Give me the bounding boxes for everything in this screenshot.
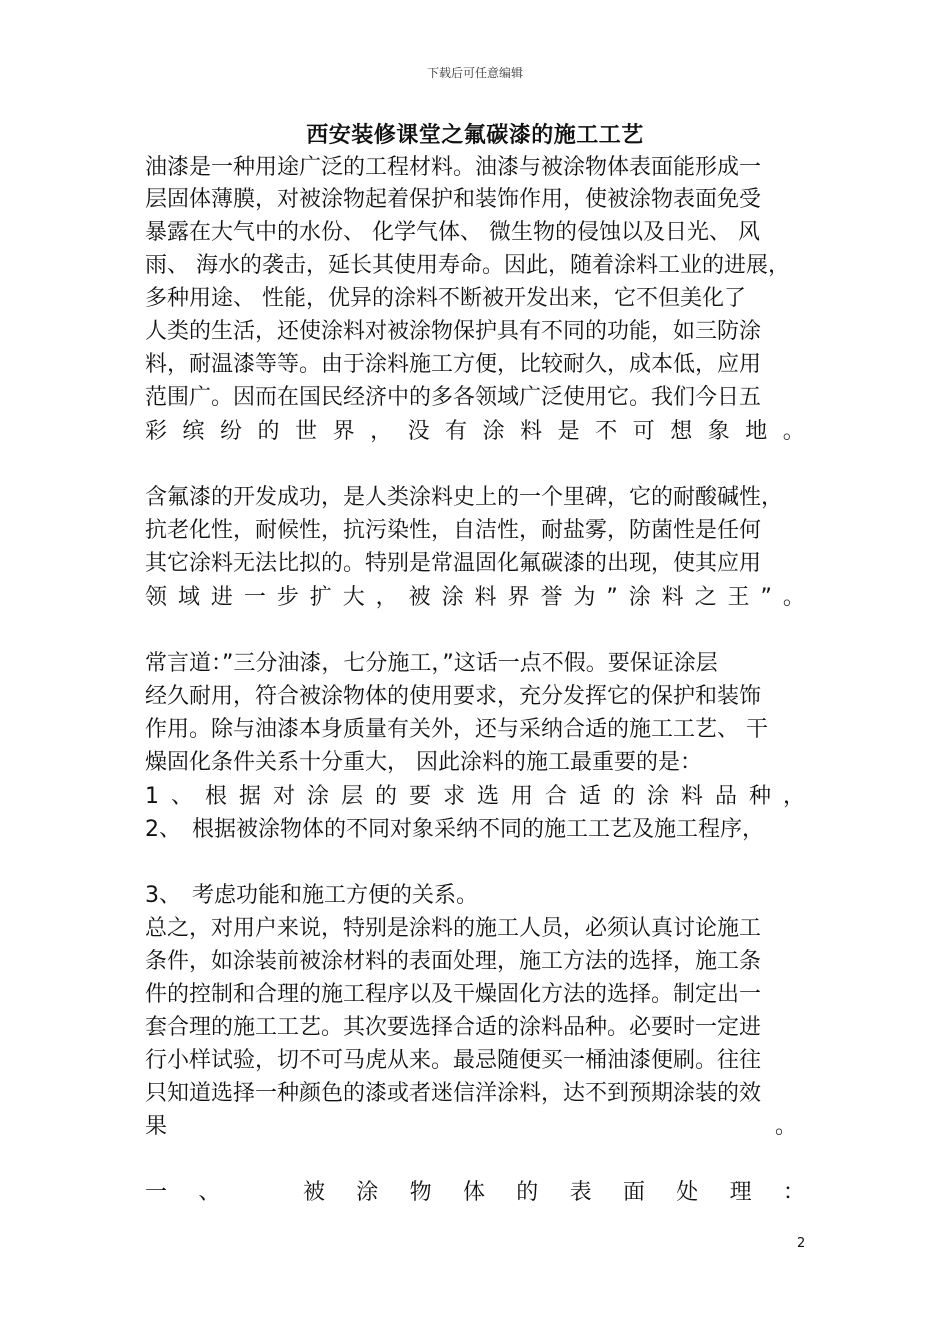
para4-last-line: 果 。: [145, 1114, 797, 1139]
para4-line: 行小样试验，切不可马虎从来。最忌随便买一桶油漆便刷。往往: [145, 1048, 762, 1073]
para4-line: 条件，如涂装前被涂材料的表面处理，施工方法的选择，施工条: [145, 949, 762, 974]
para1-line: 多种用途、 性能，优异的涂料不断被开发出来，它不但美化了: [145, 286, 746, 311]
para4-line: 件的控制和合理的施工程序以及干燥固化方法的选择。制定出一: [145, 982, 762, 1007]
list-item-2: 2、 根据被涂物体的不同对象采纳不同的施工工艺及施工程序，: [145, 817, 764, 842]
para3-line: 作用。除与油漆本身质量有关外，还与采纳合适的施工工艺、 干: [145, 717, 768, 742]
para1-line: 层固体薄膜，对被涂物起着保护和装饰作用，使被涂物表面免受: [145, 187, 762, 212]
para1-line: 人类的生活，还使涂料对被涂物保护具有不同的功能，如三防涂: [145, 319, 762, 344]
document-title: 西安装修课堂之氟碳漆的施工工艺: [306, 123, 644, 148]
para1-line: 雨、 海水的袭击，延长其使用寿命。因此，随着涂料工业的进展，: [145, 253, 790, 278]
para3-line: 燥固化条件关系十分重大， 因此涂料的施工最重要的是：: [145, 750, 702, 775]
para4-line: 套合理的施工工艺。其次要选择合适的涂料品种。必要时一定进: [145, 1015, 762, 1040]
para2-line: 抗老化性，耐候性，抗污染性，自洁性，耐盐雾，防菌性是任何: [145, 518, 762, 543]
para1-last-line: 彩 缤 纷 的 世 界 ， 没 有 涂 料 是 不 可 想 象 地 。: [145, 419, 805, 444]
para4-line: 只知道选择一种颜色的漆或者迷信洋涂料，达不到预期涂装的效: [145, 1081, 762, 1106]
para2-line: 其它涂料无法比拟的。特别是常温固化氟碳漆的出现，使其应用: [145, 551, 762, 576]
para1-line: 范围广。因而在国民经济中的多各领域广泛使用它。我们今日五: [145, 385, 762, 410]
page-number: 2: [797, 1236, 806, 1251]
para3-line: 常言道：”三分油漆，七分施工，”这话一点不假。要保证涂层: [145, 651, 718, 676]
para3-line: 经久耐用，符合被涂物体的使用要求，充分发挥它的保护和装饰: [145, 684, 762, 709]
para2-line: 含氟漆的开发成功，是人类涂料史上的一个里碑，它的耐酸碱性，: [145, 485, 784, 510]
list-item-3: 3、 考虑功能和施工方便的关系。: [145, 883, 478, 908]
section-heading: 一 、 被 涂 物 体 的 表 面 处 理 ：: [145, 1180, 805, 1205]
para1-line: 油漆是一种用途广泛的工程材料。油漆与被涂物体表面能形成一: [145, 155, 762, 180]
para1-line: 暴露在大气中的水份、 化学气体、 微生物的侵蚀以及日光、 风: [145, 220, 760, 245]
para1-line: 料，耐温漆等等。由于涂料施工方便，比较耐久，成本低，应用: [145, 352, 762, 377]
para4-line: 总之，对用户来说，特别是涂料的施工人员，必须认真讨论施工: [145, 916, 762, 941]
list-item-1: 1 、 根 据 对 涂 层 的 要 求 选 用 合 适 的 涂 料 品 种 ，: [145, 784, 805, 809]
page-header: 下载后可任意编辑: [426, 66, 523, 80]
para2-last-line: 领 域 进 一 步 扩 大 ， 被 涂 料 界 誉 为 ” 涂 料 之 王 ” 。: [145, 585, 805, 610]
